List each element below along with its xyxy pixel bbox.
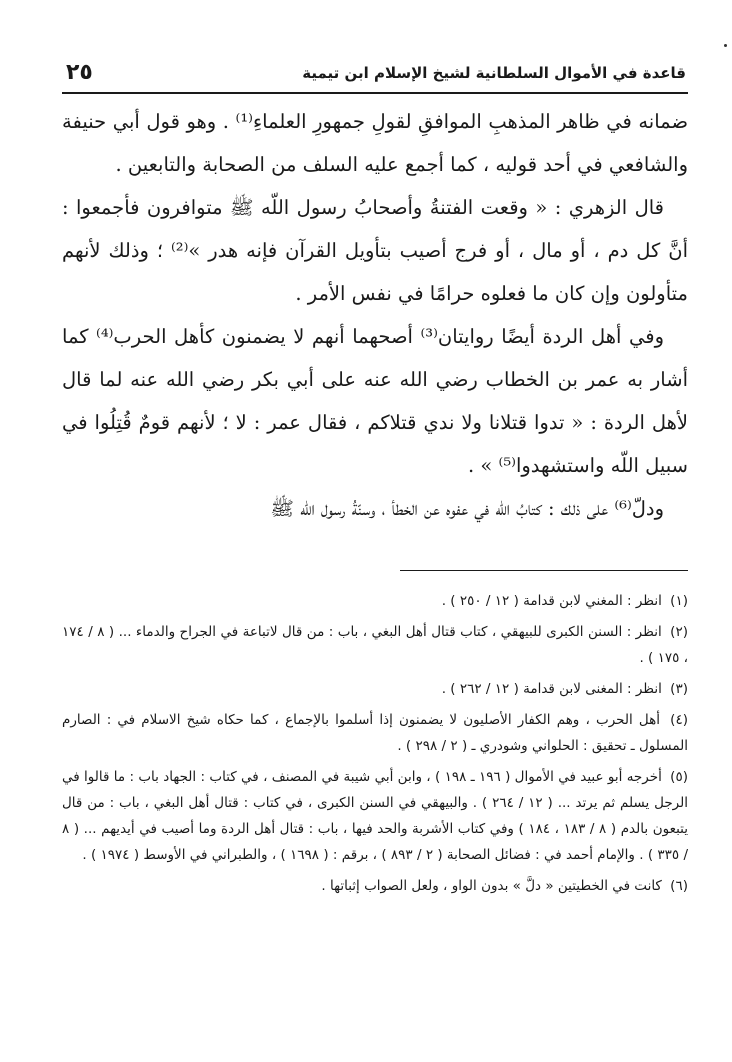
footnote-number: (٢) [670,624,688,640]
footnote-text: انظر : السنن الكبرى للبيهقي ، كتاب قتال أهل البغي ، باب : من قال لاتباعة في الجراح والدماء ... ( ٨ / ١٧٤ ، ١٧٥ ) . [62,624,688,666]
footnote [62,764,688,868]
main-text [62,100,688,530]
footnote-text: كانت في الخطيتين « دلَّ » بدون الواو ، ولعل الصواب إثباتها . [321,878,662,894]
footnote [62,588,688,614]
page-header [62,60,688,94]
paragraph: وفي أهل الردة أيضًا روايتان⁽³⁾ أصحهما أنهم لا يضمنون كأهل الحرب⁽⁴⁾ كما أشار به عمر بن الخطاب رضي الله عنه على أبي بكر رضي الله عنه لما قال لأهل الردة : « تدوا قتلانا ولا ندي قتلاكم ، فقال عمر : لا ؛ لأنهم قومٌ قُتِلُوا في سبيل اللّه واستشهدوا⁽⁵⁾ » . [62,325,688,477]
page-number: ٢٥ [66,60,93,85]
paragraph: ودلّ⁽⁶⁾ على ذلك : كتابُ اللّه في عفوه عن الخطأ ، وسنّةُ رسول اللّه ﷺ [270,497,664,520]
footnote [62,619,688,671]
paragraph: قال الزهري : « وقعت الفتنةُ وأصحابُ رسول اللّه ﷺ متوافرون فأجمعوا : أنَّ كل دم ، أو مال ، أو فرج أصيب بتأويل القرآن فإنه هدر »⁽²⁾ ؛ وذلك لأنهم متأولون وإن كان ما فعلوه حرامًا في نفس الأمر . [62,196,688,305]
paragraph: ضمانه في ظاهر المذهبِ الموافقِ لقولِ جمهورِ العلماءِ⁽¹⁾ . وهو قول أبي حنيفة والشافعي في أحد قوليه ، كما أجمع عليه السلف من الصحابة والتابعين . [62,110,688,176]
footnote-text: أهل الحرب ، وهم الكفار الأصليون لا يضمنون إذا أسلموا بالإجماع ، كما حكاه شيخ الاسلام في : الصارم المسلول ـ تحقيق : الحلواني وشودري ـ ( ٢ / ٢٩٨ ) . [62,712,688,754]
footnote-text: انظر : المغنى لابن قدامة ( ١٢ / ٢٦٢ ) . [441,681,662,697]
footnote-number: (٦) [670,878,688,894]
footnote [62,707,688,759]
footnote-divider [400,570,688,571]
footnotes [62,588,688,904]
footnote-text: انظر : المغني لابن قدامة ( ١٢ / ٢٥٠ ) . [441,593,662,609]
footnote-number: (١) [670,593,688,609]
footnote [62,676,688,702]
header-rule [62,92,688,94]
footnote-number: (٤) [670,712,688,728]
edge-mark [724,44,727,47]
footnote [62,873,688,899]
running-title: قاعدة في الأموال السلطانية لشيخ الإسلام ابن تيمية [302,64,686,82]
footnote-text: أخرجه أبو عبيد في الأموال ( ١٩٦ ـ ١٩٨ ) ، وابن أبي شيبة في المصنف ، في كتاب : الجهاد باب : ما قالوا في الرجل يسلم ثم يرتد ... ( ١٢ / ٢٦٤ ) . والبيهقي في السنن الكبرى ، في كتاب : قتال أهل البغي ، باب : من قال يتبعون بالدم ( ٨ / ١٨٣ ، ١٨٤ ) وفي كتاب الأشربة والحد فيها ، باب : قتال أهل الردة وما أصيب في أيديهم ... ( ٨ / ٣٣٥ ) . والإمام أحمد في : فضائل الصحابة ( ٢ / ٨٩٣ ) ، برقم : ( ١٦٩٨ ) ، والطبراني في الأوسط ( ١٩٧٤ ) . [62,769,688,863]
footnote-number: (٣) [670,681,688,697]
footnote-number: (٥) [670,769,688,785]
